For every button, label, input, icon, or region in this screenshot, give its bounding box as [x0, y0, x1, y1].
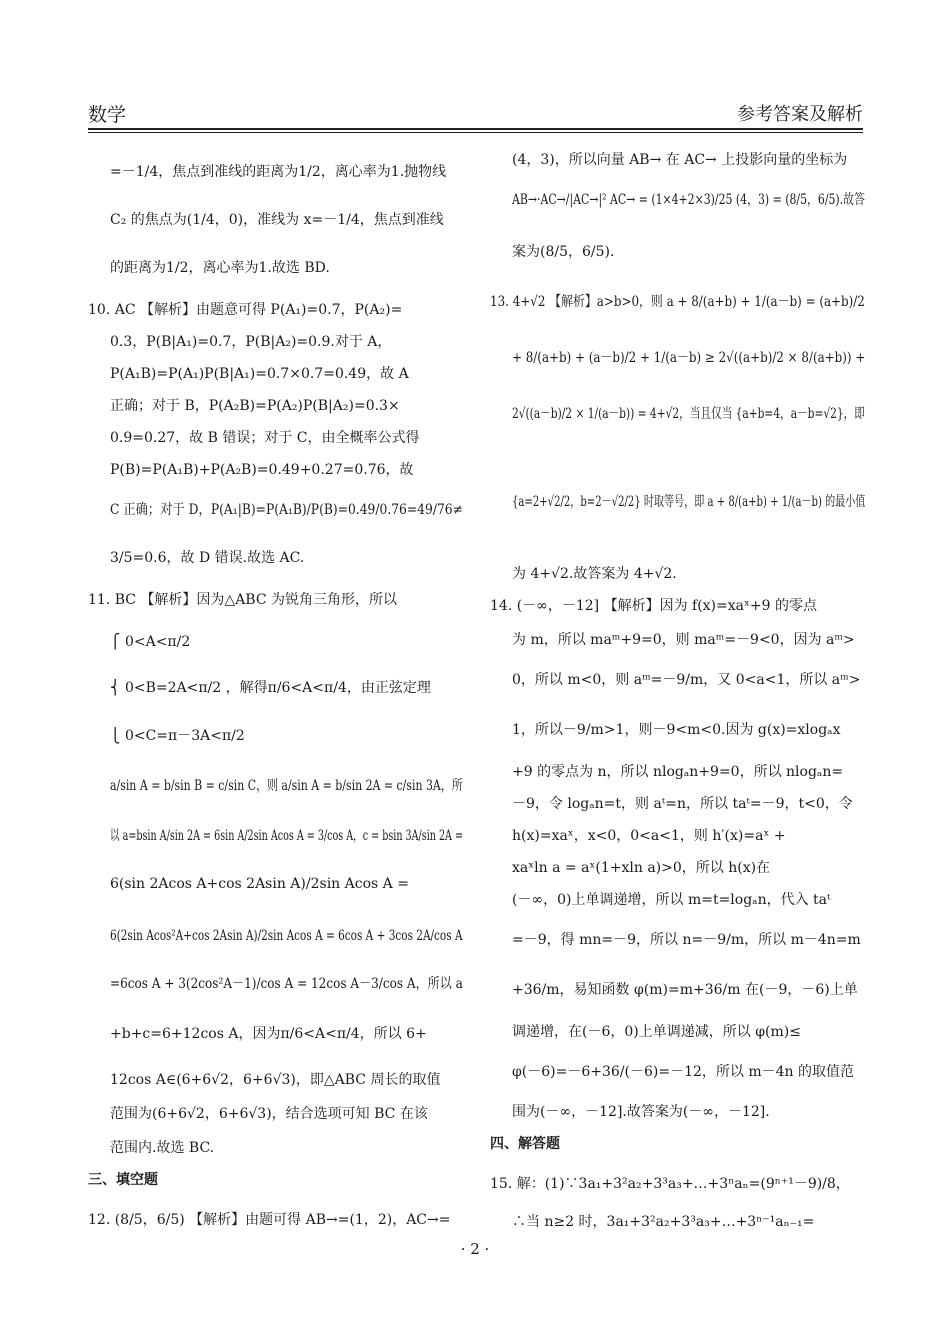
- page-header: [88, 96, 863, 130]
- text-line: 14. (－∞，－12] 【解析】因为 f(x)=xaˣ+9 的零点: [490, 598, 818, 614]
- text-line: 调递增，在(－6，0)上单调递减，所以 φ(m)≤: [512, 1024, 801, 1040]
- text-line: 范围为(6+6√2，6+6√3)，结合选项可知 BC 在该: [110, 1106, 428, 1122]
- text-line: 3/5=0.6，故 D 错误.故选 AC.: [110, 550, 305, 566]
- text-line: 为 4+√2.故答案为 4+√2.: [512, 566, 677, 582]
- text-line: 四、解答题: [490, 1136, 560, 1152]
- page-number: · 2 ·: [460, 1240, 490, 1258]
- text-line: +9 的零点为 n，所以 nlogₐn+9=0，所以 nlogₐn=: [512, 764, 844, 780]
- text-line: {a=2+√2/2，b=2－√2/2} 时取等号，即 a + 8/(a+b) + 1/(a－b) 的最小值: [512, 494, 866, 510]
- text-line: a/sin A = b/sin B = c/sin C，则 a/sin A = b/sin 2A = c/sin 3A，所: [110, 778, 463, 794]
- text-line: + 8/(a+b) + (a－b)/2 + 1/(a－b) ≥ 2√((a+b)/2 × 8/(a+b)) +: [512, 350, 866, 366]
- text-line: ⎨ 0<B=2A<π/2 ，解得π/6<A<π/4，由正弦定理: [110, 680, 431, 696]
- text-line: －9，令 logₐn=t，则 aᵗ=n，所以 taᵗ=－9，t<0，令: [512, 796, 853, 812]
- text-line: =－1/4，焦点到准线的距离为1/2，离心率为1.抛物线: [110, 164, 447, 180]
- text-line: 案为(8/5，6/5).: [512, 244, 615, 260]
- text-line: 范围内.故选 BC.: [110, 1140, 215, 1156]
- text-line: 6(sin 2Acos A+cos 2Asin A)/2sin Acos A =: [110, 876, 409, 892]
- text-line: =6cos A + 3(2cos²A－1)/cos A = 12cos A－3/cos A，所以 a: [110, 976, 463, 992]
- text-line: 为 m，所以 maᵐ+9=0，则 maᵐ=－9<0，因为 aᵐ>: [512, 632, 855, 648]
- text-line: 10. AC 【解析】由题意可得 P(A₁)=0.7，P(A₂)=: [88, 302, 403, 318]
- text-line: 0.9=0.27，故 B 错误；对于 C，由全概率公式得: [110, 430, 420, 446]
- text-line: 0，所以 m<0，则 aᵐ=－9/m，又 0<a<1，所以 aᵐ>: [512, 672, 861, 688]
- text-line: +36/m，易知函数 φ(m)=m+36/m 在(－9，－6)上单: [512, 982, 858, 998]
- text-line: P(A₁B)=P(A₁)P(B|A₁)=0.7×0.7=0.49，故 A: [110, 366, 409, 382]
- text-line: =－9，得 mn=－9，所以 n=－9/m，所以 m－4n=m: [512, 932, 861, 948]
- text-line: +b+c=6+12cos A，因为π/6<A<π/4，所以 6+: [110, 1026, 427, 1042]
- text-line: h(x)=xaˣ，x<0，0<a<1，则 h′(x)=aˣ +: [512, 828, 786, 844]
- text-line: ∴当 n≥2 时，3a₁+3²a₂+3³a₃+…+3ⁿ⁻¹aₙ₋₁=: [512, 1214, 815, 1230]
- text-line: P(B)=P(A₁B)+P(A₂B)=0.49+0.27=0.76，故: [110, 462, 414, 478]
- text-line: ⎧ 0<A<π/2: [110, 634, 191, 650]
- text-line: C 正确；对于 D，P(A₁|B)=P(A₁B)/P(B)=0.49/0.76=49/76≠: [110, 502, 463, 518]
- text-line: AB→·AC→/|AC→|² AC→ = (1×4+2×3)/25 (4，3) = (8/5，6/5).故答: [512, 192, 865, 208]
- text-line: 12. (8/5，6/5) 【解析】由题可得 AB→=(1，2)，AC→=: [88, 1212, 451, 1228]
- text-line: 1，所以－9/m>1，则－9<m<0.因为 g(x)=xlogₐx: [512, 722, 841, 738]
- section-title: 参考答案及解析: [737, 104, 863, 125]
- text-line: 正确；对于 B，P(A₂B)=P(A₂)P(B|A₂)=0.3×: [110, 398, 400, 414]
- subject-title: 数学: [88, 104, 127, 126]
- text-line: C₂ 的焦点为(1/4，0)，准线为 x=－1/4，焦点到准线: [110, 212, 444, 228]
- header-rule-thin: [88, 132, 863, 133]
- text-line: 11. BC 【解析】因为△ABC 为锐角三角形，所以: [88, 592, 398, 608]
- text-line: 2√((a－b)/2 × 1/(a－b)) = 4+√2，当且仅当 {a+b=4，a－b=√2}，即: [512, 406, 865, 422]
- text-line: xaˣln a = aˣ(1+xln a)>0，所以 h(x)在: [512, 860, 771, 876]
- text-line: 15. 解：(1)∵3a₁+3²a₂+3³a₃+…+3ⁿaₙ=(9ⁿ⁺¹－9)/8，: [490, 1176, 850, 1192]
- text-line: 13. 4+√2 【解析】a>b>0，则 a + 8/(a+b) + 1/(a－b) = (a+b)/2: [490, 294, 865, 310]
- text-line: 12cos A∈(6+6√2，6+6√3)，即△ABC 周长的取值: [110, 1072, 441, 1088]
- text-line: (－∞，0)上单调递增，所以 m=t=logₐn，代入 taᵗ: [512, 892, 831, 908]
- header-rule-thick: [88, 128, 863, 130]
- text-line: 以 a=bsin A/sin 2A = 6sin A/2sin Acos A = 3/cos A，c = bsin 3A/sin 2A =: [110, 828, 464, 844]
- text-line: 0.3，P(B|A₁)=0.7，P(B|A₂)=0.9.对于 A，: [110, 334, 392, 350]
- text-line: ⎩ 0<C=π－3A<π/2: [110, 728, 245, 744]
- text-line: 的距离为1/2，离心率为1.故选 BD.: [110, 260, 330, 276]
- text-line: φ(－6)=－6+36/(－6)=－12，所以 m－4n 的取值范: [512, 1064, 855, 1080]
- text-line: (4，3)，所以向量 AB→ 在 AC→ 上投影向量的坐标为: [512, 152, 848, 168]
- text-line: 三、填空题: [88, 1172, 158, 1188]
- text-line: 围为(－∞，－12].故答案为(－∞，－12].: [512, 1104, 770, 1120]
- text-line: 6(2sin Acos²A+cos 2Asin A)/2sin Acos A = 6cos A + 3cos 2A/cos A: [110, 928, 463, 944]
